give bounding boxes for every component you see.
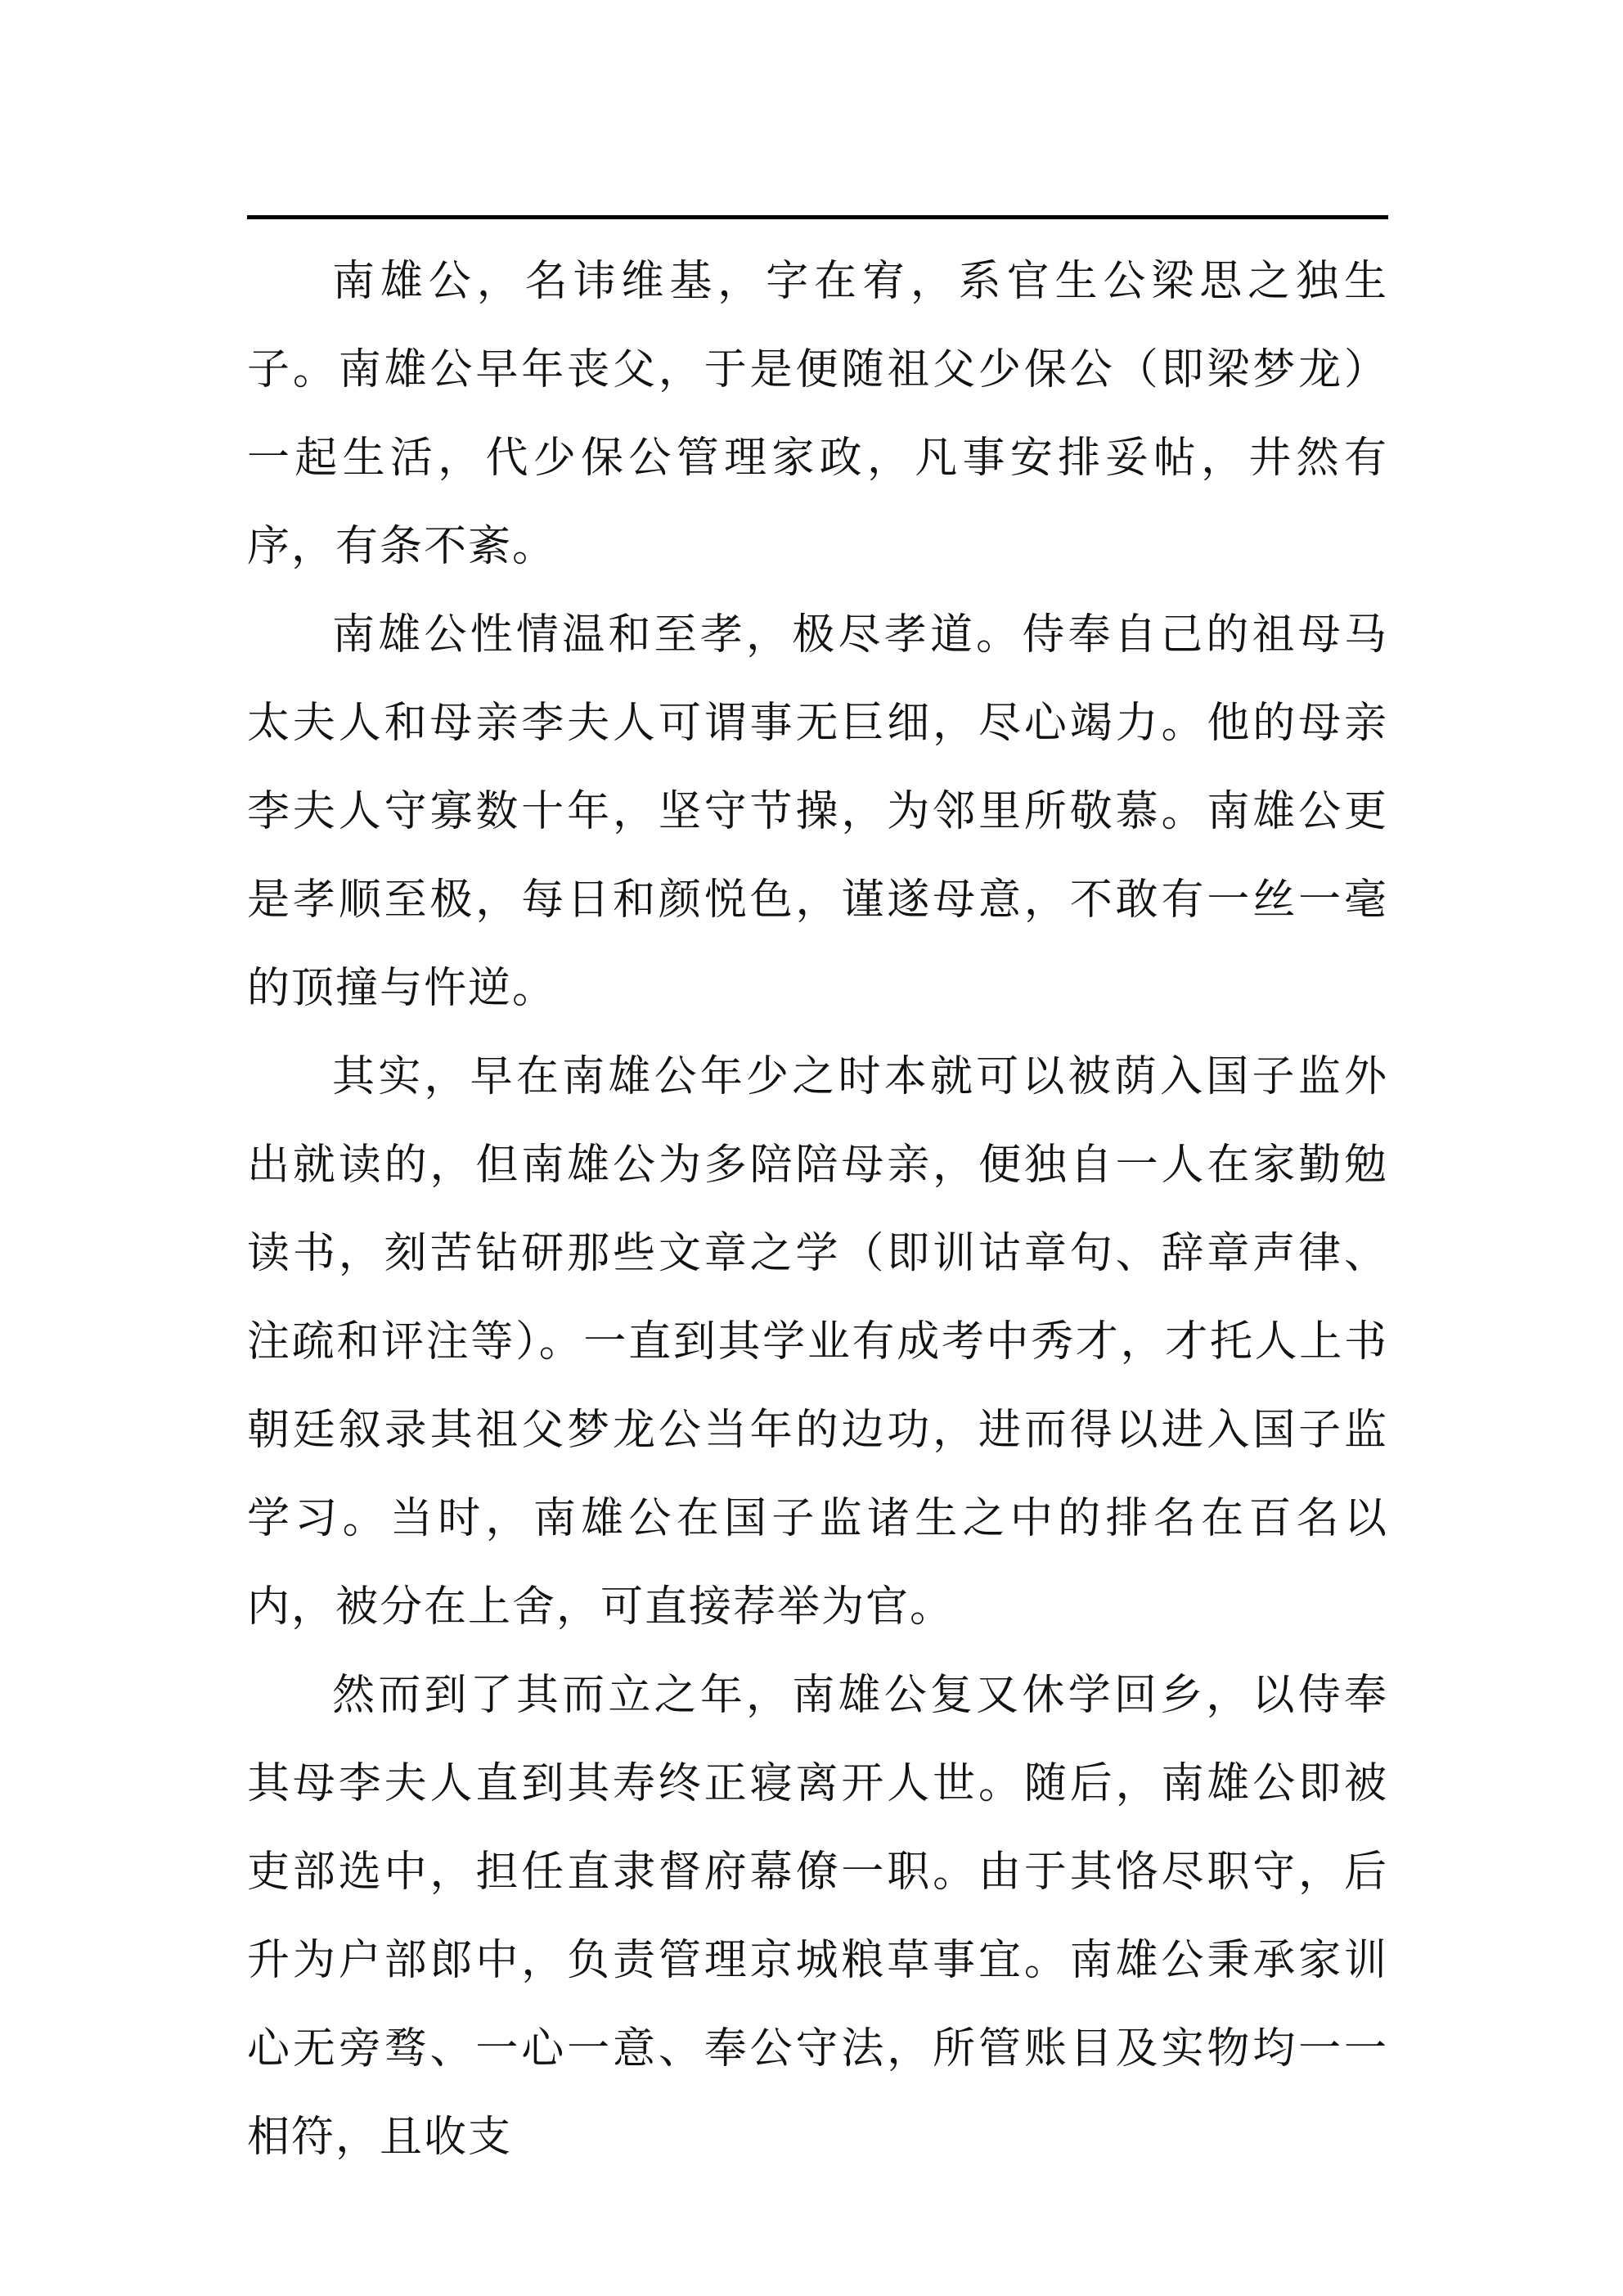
paragraph-4: 然而到了其而立之年，南雄公复又休学回乡，以侍奉其母李夫人直到其寿终正寝离开人世。随后，南雄公即被吏部选中，担任直隶督府幕僚一职。由于其恪尽职守，后升为户部郎中，负责管理京城粮草事宜。南雄公秉承家训心无旁骛、一心一意、奉公守法，所管账目及实物均一一相符，且收支 — [247, 1671, 1388, 2162]
paragraph-3: 其实，早在南雄公年少之时本就可以被荫入国子监外出就读的，但南雄公为多陪陪母亲，便独自一人在家勤勉读书，刻苦钻研那些文章之学（即训诂章句、辞章声律、注疏和评注等）。一直到其学业有成考中秀才，才托人上书朝廷叙录其祖父梦龙公当年的边功，进而得以进入国子监学习。当时，南雄公在国子监诸生之中的排名在百名以内，被分在上舍，可直接荐举为官。 — [247, 1052, 1388, 1632]
paragraph-1: 南雄公，名讳维基，字在宥，系官生公梁思之独生子。南雄公早年丧父，于是便随祖父少保公（即梁梦龙）一起生活，代少保公管理家政，凡事安排妥帖，井然有序，有条不紊。 — [247, 257, 1388, 571]
paragraph-2: 南雄公性情温和至孝，极尽孝道。侍奉自己的祖母马太夫人和母亲李夫人可谓事无巨细，尽心竭力。他的母亲李夫人守寡数十年，坚守节操，为邻里所敬慕。南雄公更是孝顺至极，每日和颜悦色，谨遂母意，不敢有一丝一毫的顶撞与忤逆。 — [247, 610, 1388, 1013]
body-text — [247, 237, 1388, 2181]
header-rule — [247, 215, 1388, 219]
